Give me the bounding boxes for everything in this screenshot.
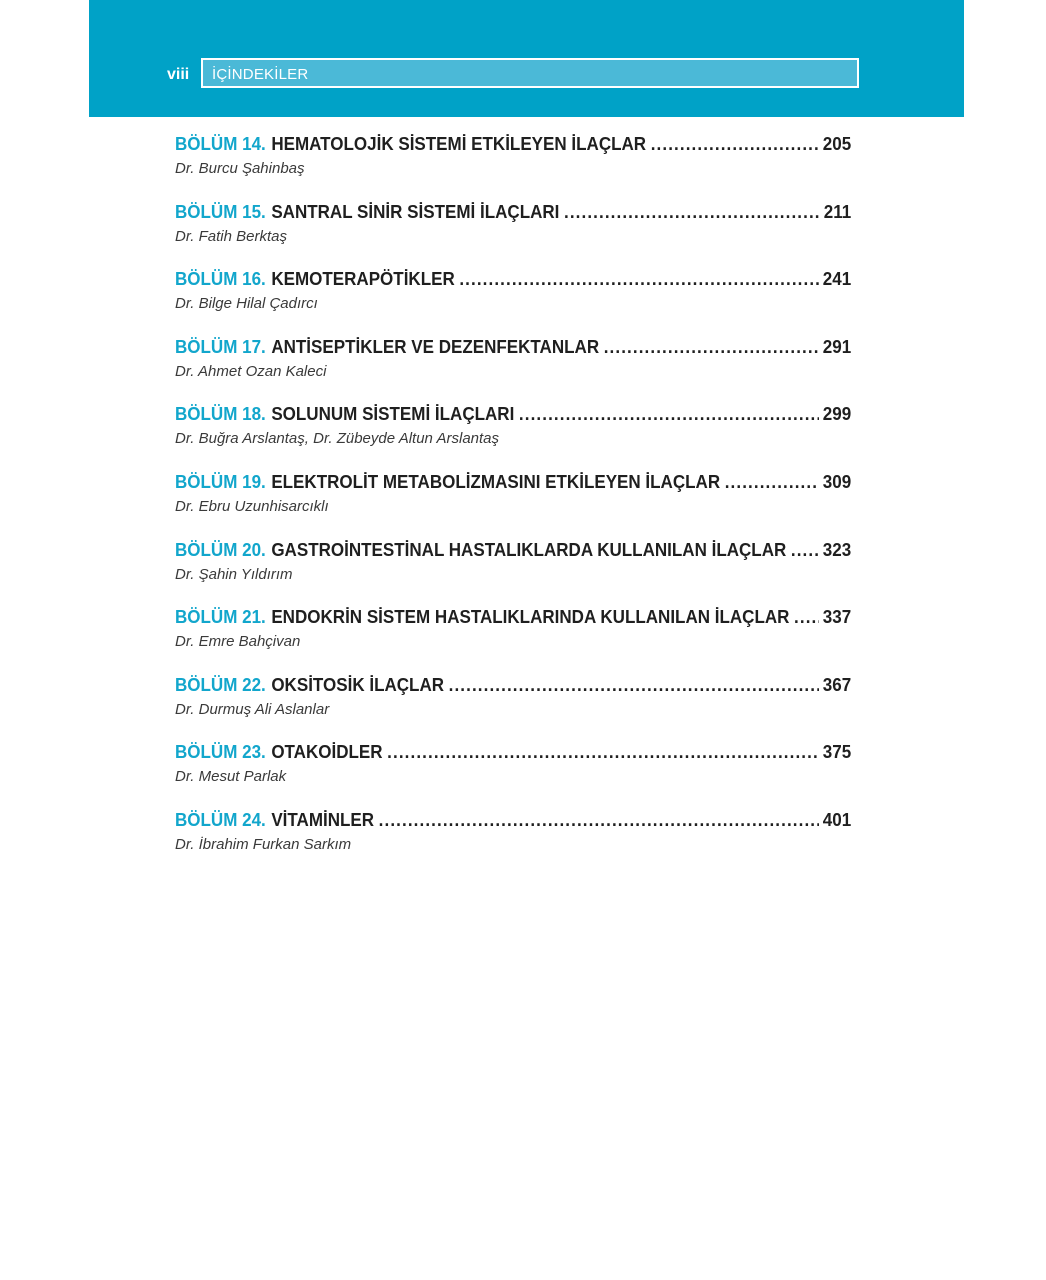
toc-entry-chapter-19[interactable] (175, 471, 851, 539)
toc-entry-chapter-15[interactable] (175, 201, 851, 269)
toc-entry-line (175, 201, 851, 225)
chapter-number: BÖLÜM 16. (175, 268, 266, 290)
dot-leader (449, 674, 819, 696)
page-reference: 211 (823, 200, 852, 222)
page-reference: 367 (822, 673, 852, 695)
dot-leader (651, 133, 819, 155)
toc-entry-line (175, 606, 851, 630)
chapter-number: BÖLÜM 14. (175, 133, 266, 154)
dot-leader (387, 741, 819, 763)
chapter-number: BÖLÜM 20. (175, 538, 266, 560)
chapter-title: ELEKTROLİT METABOLİZMASINI ETKİLEYEN İLAÇLAR (271, 470, 721, 492)
toc-entry-chapter-24[interactable] (175, 809, 851, 877)
toc-entry-chapter-21[interactable] (175, 606, 851, 674)
toc-entry-chapter-20[interactable] (175, 539, 851, 607)
chapter-author: Dr. Fatih Berktaş (175, 227, 287, 245)
chapter-author: Dr. Şahin Yıldırım (175, 565, 293, 583)
page-reference: 299 (822, 403, 852, 425)
dot-leader (379, 809, 819, 831)
dot-leader (459, 268, 819, 290)
page-reference: 323 (822, 538, 852, 560)
chapter-title: HEMATOLOJİK SİSTEMİ ETKİLEYEN İLAÇLAR (271, 133, 647, 154)
page-reference: 291 (822, 335, 852, 357)
chapter-number: BÖLÜM 19. (175, 470, 266, 492)
page-reference: 309 (822, 470, 852, 492)
toc-entry-chapter-22[interactable] (175, 674, 851, 742)
chapter-title: KEMOTERAPÖTİKLER (271, 268, 455, 290)
toc-entry-line (175, 741, 851, 765)
chapter-author: Dr. Bilge Hilal Çadırcı (175, 295, 318, 313)
toc-entry-chapter-14[interactable] (175, 133, 851, 201)
chapter-title: ENDOKRİN SİSTEM HASTALIKLARINDA KULLANILAN İLAÇLAR (271, 606, 790, 628)
chapter-title: OTAKOİDLER (271, 741, 383, 763)
chapter-number: BÖLÜM 21. (175, 606, 266, 628)
chapter-number: BÖLÜM 24. (175, 808, 266, 830)
page-reference: 241 (822, 268, 852, 290)
page-reference: 401 (822, 808, 852, 830)
page-reference: 375 (822, 741, 852, 763)
dot-leader (519, 403, 819, 425)
chapter-title: SOLUNUM SİSTEMİ İLAÇLARI (271, 403, 515, 425)
dot-leader (725, 471, 819, 493)
chapter-number: BÖLÜM 17. (175, 335, 266, 357)
section-title: İÇİNDEKİLER (212, 66, 309, 83)
toc-entry-line (175, 674, 851, 698)
chapter-number: BÖLÜM 22. (175, 673, 266, 695)
chapter-author: Dr. Emre Bahçivan (175, 633, 301, 651)
toc-entry-line (175, 336, 851, 360)
toc-entry-line (175, 809, 851, 833)
toc-entry-line (175, 133, 851, 157)
dot-leader (794, 606, 819, 628)
toc-entry-chapter-18[interactable] (175, 403, 851, 471)
chapter-author: Dr. Ebru Uzunhisarcıklı (175, 497, 329, 515)
chapter-number: BÖLÜM 15. (175, 200, 266, 222)
page-reference: 205 (822, 133, 852, 154)
chapter-author: Dr. Buğra Arslantaş, Dr. Zübeyde Altun Arslantaş (175, 430, 500, 448)
chapter-author: Dr. İbrahim Furkan Sarkım (175, 835, 352, 853)
dot-leader (604, 336, 819, 358)
toc-entry-chapter-16[interactable] (175, 268, 851, 336)
chapter-title: GASTROİNTESTİNAL HASTALIKLARDA KULLANILAN İLAÇLAR (271, 538, 787, 560)
toc-entry-chapter-17[interactable] (175, 336, 851, 404)
toc-entry-line (175, 403, 851, 427)
dot-leader (564, 201, 820, 223)
table-of-contents (175, 133, 851, 877)
section-title-box (201, 58, 859, 88)
header-band (89, 0, 964, 117)
chapter-title: VİTAMİNLER (271, 808, 375, 830)
toc-entry-chapter-23[interactable] (175, 741, 851, 809)
page-number: viii (167, 66, 190, 83)
chapter-author: Dr. Mesut Parlak (175, 768, 287, 786)
toc-entry-line (175, 539, 851, 563)
chapter-title: SANTRAL SİNİR SİSTEMİ İLAÇLARI (271, 200, 560, 222)
chapter-number: BÖLÜM 18. (175, 403, 266, 425)
chapter-author: Dr. Ahmet Ozan Kaleci (175, 362, 327, 380)
chapter-title: ANTİSEPTİKLER VE DEZENFEKTANLAR (271, 335, 600, 357)
chapter-title: OKSİTOSİK İLAÇLAR (271, 673, 445, 695)
dot-leader (791, 539, 819, 561)
chapter-number: BÖLÜM 23. (175, 741, 266, 763)
page-reference: 337 (822, 606, 852, 628)
chapter-author: Dr. Durmuş Ali Aslanlar (175, 700, 330, 718)
chapter-author: Dr. Burcu Şahinbaş (175, 160, 305, 177)
toc-entry-line (175, 471, 851, 495)
toc-entry-line (175, 268, 851, 292)
